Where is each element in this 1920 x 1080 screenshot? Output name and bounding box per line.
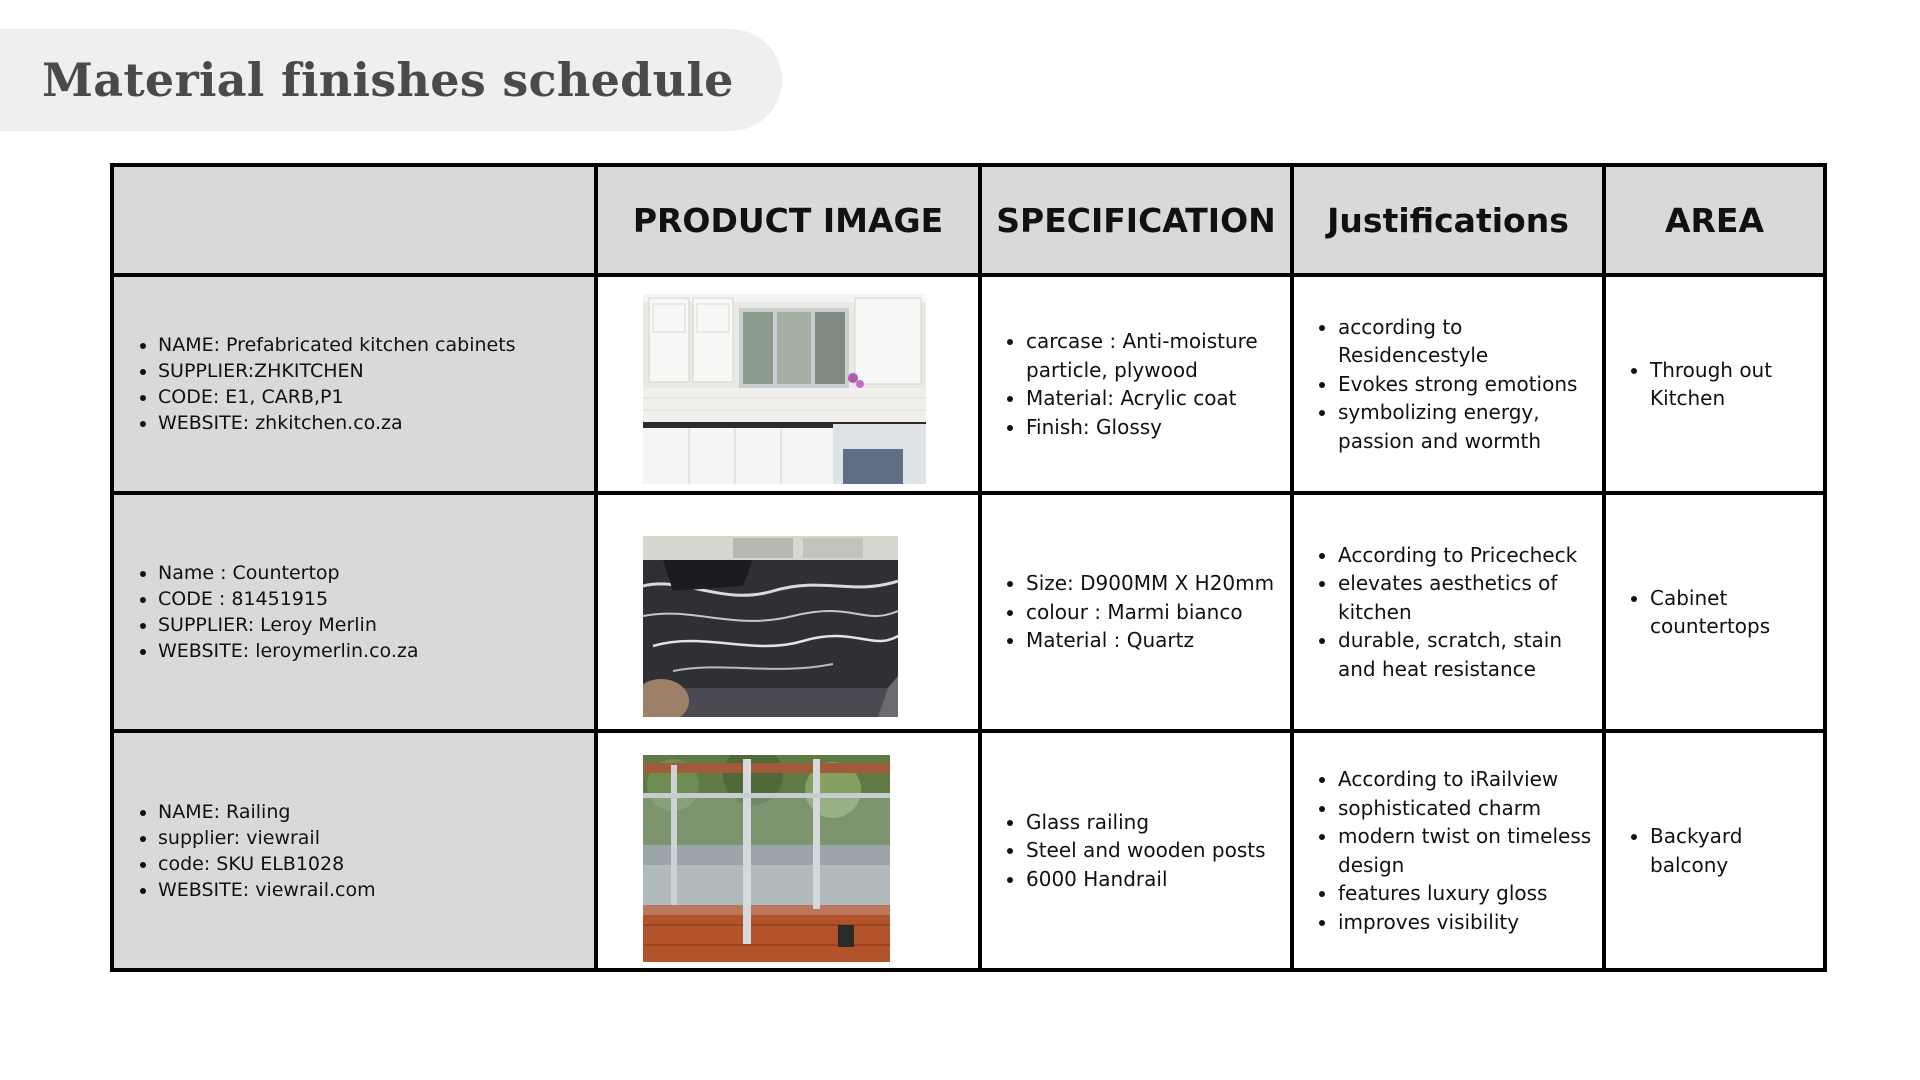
list-item: • Evokes strong emotions [1338,370,1602,399]
product-info-cell [112,731,596,970]
list-item: • modern twist on timeless design [1338,822,1602,879]
justifications-cell [1292,731,1604,970]
justifications-list [1294,765,1602,936]
list-item: • SUPPLIER:ZHKITCHEN [158,358,594,384]
list-item: • Size: D900MM X H20mm [1026,569,1290,598]
list-item: • WEBSITE: leroymerlin.co.za [158,638,594,664]
product-info-cell [112,493,596,731]
list-item: • durable, scratch, stain and heat resistance [1338,626,1602,683]
list-item: • improves visibility [1338,908,1602,937]
header-justifications: Justifications [1292,165,1604,275]
product-image-cell [596,275,980,493]
justifications-cell [1292,275,1604,493]
list-item: • Steel and wooden posts [1026,836,1290,865]
list-item: • Through out Kitchen [1650,356,1823,413]
product-info-cell [112,275,596,493]
list-item: • SUPPLIER: Leroy Merlin [158,612,594,638]
product-image-cell [596,493,980,731]
marble-countertop-photo [643,536,898,717]
area-list [1606,356,1823,413]
table-row [112,731,1825,970]
list-item: • according to Residencestyle [1338,313,1602,370]
list-item: • Glass railing [1026,808,1290,837]
table-row [112,275,1825,493]
justifications-cell [1292,493,1604,731]
header-blank [112,165,596,275]
specification-cell [980,275,1292,493]
list-item: • features luxury gloss [1338,879,1602,908]
glass-railing-photo [643,755,890,962]
list-item: • colour : Marmi bianco [1026,598,1290,627]
area-list [1606,584,1823,641]
list-item: • Finish: Glossy [1026,413,1290,442]
list-item: • Backyard balcony [1650,822,1823,879]
product-image-cell [596,731,980,970]
header-area: AREA [1604,165,1825,275]
area-cell [1604,275,1825,493]
justifications-list [1294,313,1602,456]
specification-cell [980,493,1292,731]
area-list [1606,822,1823,879]
header-specification: SPECIFICATION [980,165,1292,275]
product-info-list [114,560,594,664]
area-cell [1604,731,1825,970]
finishes-table [110,163,1827,972]
header-product-image: PRODUCT IMAGE [596,165,980,275]
list-item: • sophisticated charm [1338,794,1602,823]
table-row [112,493,1825,731]
kitchen-cabinets-photo [643,294,926,484]
list-item: • WEBSITE: zhkitchen.co.za [158,410,594,436]
specification-list [982,808,1290,894]
list-item: • CODE: E1, CARB,P1 [158,384,594,410]
product-info-list [114,332,594,436]
page-title: Material finishes schedule [42,53,734,107]
list-item: • NAME: Prefabricated kitchen cabinets [158,332,594,358]
list-item: • WEBSITE: viewrail.com [158,877,594,903]
list-item: • symbolizing energy, passion and wormth [1338,398,1602,455]
list-item: • carcase : Anti-moisture particle, plywood [1026,327,1290,384]
list-item: • Material: Acrylic coat [1026,384,1290,413]
list-item: • code: SKU ELB1028 [158,851,594,877]
list-item: • supplier: viewrail [158,825,594,851]
header-row [112,165,1825,275]
specification-list [982,569,1290,655]
list-item: • elevates aesthetics of kitchen [1338,569,1602,626]
list-item: • According to Pricecheck [1338,541,1602,570]
list-item: • According to iRailview [1338,765,1602,794]
area-cell [1604,493,1825,731]
product-info-list [114,799,594,903]
list-item: • CODE : 81451915 [158,586,594,612]
list-item: • Name : Countertop [158,560,594,586]
list-item: • Material : Quartz [1026,626,1290,655]
justifications-list [1294,541,1602,684]
list-item: • Cabinet countertops [1650,584,1823,641]
list-item: • 6000 Handrail [1026,865,1290,894]
specification-cell [980,731,1292,970]
specification-list [982,327,1290,441]
list-item: • NAME: Railing [158,799,594,825]
